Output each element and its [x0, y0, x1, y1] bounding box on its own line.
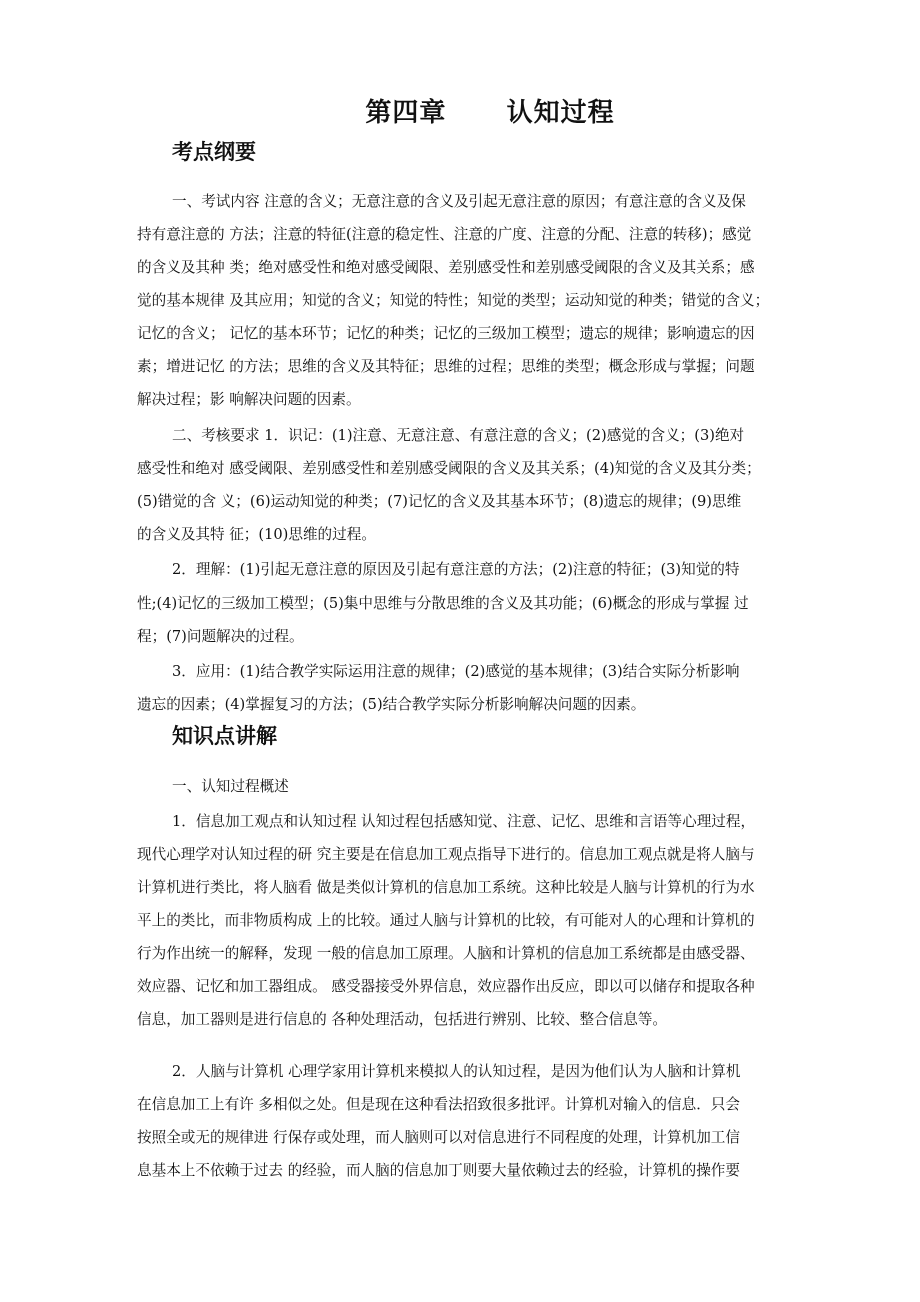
explanation-line: 2．人脑与计算机 心理学家用计算机来模拟人的认知过程，是因为他们认为人脑和计算机 [172, 1063, 741, 1080]
explanation-line: 行为作出统一的解释，发现 一般的信息加工原理。人脑和计算机的信息加工系统都是由感受器、 [137, 945, 755, 962]
explanation-line: 在信息加工上有许 多相似之处。但是现在这种看法招致很多批评。计算机对输入的信息．只会 [137, 1096, 740, 1113]
outline-line: 遗忘的因素；(4)掌握复习的方法；(5)结合教学实际分析影响解决问题的因素。 [137, 696, 646, 713]
outline-line: 3．应用：(1)结合教学实际运用注意的规律；(2)感觉的基本规律；(3)结合实际分析影响 [172, 663, 740, 680]
explanation-line: 一、认知过程概述 [172, 778, 289, 795]
outline-line: (5)错觉的含 义；(6)运动知觉的种类；(7)记忆的含义及其基本环节；(8)遗忘的规律；(9)思维 [137, 493, 742, 510]
outline-line: 素；增进记忆 的方法；思维的含义及其特征；思维的过程；思维的类型；概念形成与掌握；问题 [137, 358, 755, 375]
explanation-line: 计算机进行类比，将人脑看 做是类似计算机的信息加工系统。这种比较是人脑与计算机的行为水 [137, 879, 755, 896]
chapter-title: 第四章 认知过程 [365, 98, 615, 128]
explanation-line: 效应器、记忆和加工器组成。 感受器接受外界信息，效应器作出反应，即以可以储存和提取各种 [137, 978, 755, 995]
explanation-line: 现代心理学对认知过程的研 究主要是在信息加工观点指导下进行的。信息加工观点就是将人脑与 [137, 846, 755, 863]
outline-line: 记忆的含义； 记忆的基本环节；记忆的种类；记忆的三级加工模型；遗忘的规律；影响遗忘的因 [137, 325, 755, 342]
outline-line: 的含义及其特 征；(10)思维的过程。 [137, 526, 376, 543]
outline-line: 持有意注意的 方法；注意的特征(注意的稳定性、注意的广度、注意的分配、注意的转移)；感觉 [137, 226, 752, 243]
explanation-line: 按照全或无的规律进 行保存或处理，而人脑则可以对信息进行不同程度的处理，计算机加工信 [137, 1129, 740, 1146]
explanation-line: 信息，加工器则是进行信息的 各种处理活动，包括进行辨别、比较、整合信息等。 [137, 1011, 668, 1028]
outline-line: 一、考试内容 注意的含义；无意注意的含义及引起无意注意的原因；有意注意的含义及保 [172, 193, 746, 210]
explanation-heading: 知识点讲解 [172, 724, 277, 748]
outline-line: 觉的基本规律 及其应用；知觉的含义；知觉的特性；知觉的类型；运动知觉的种类；错觉的含义； [137, 292, 770, 309]
outline-line: 解决过程；影 响解决问题的因素。 [137, 391, 361, 408]
outline-line: 性;(4)记忆的三级加工模型；(5)集中思维与分散思维的含义及其功能；(6)概念的形成与掌握 过 [137, 595, 749, 612]
explanation-line: 息基本上不依赖于过去 的经验，而人脑的信息加丁则要大量依赖过去的经验，计算机的操作要 [137, 1162, 740, 1179]
outline-heading: 考点纲要 [172, 140, 256, 164]
explanation-line: 平上的类比，而非物质构成 上的比较。通过人脑与计算机的比较，有可能对人的心理和计算机的 [137, 912, 755, 929]
outline-line: 的含义及其种 类；绝对感受性和绝对感受阈限、差别感受性和差别感受阈限的含义及其关系；感 [137, 259, 755, 276]
outline-line: 感受性和绝对 感受阈限、差别感受性和差别感受阈限的含义及其关系；(4)知觉的含义及其分类； [137, 460, 761, 477]
outline-line: 2．理解：(1)引起无意注意的原因及引起有意注意的方法；(2)注意的特征；(3)知觉的特 [172, 561, 740, 578]
outline-line: 程；(7)问题解决的过程。 [137, 628, 304, 645]
outline-line: 二、考核要求 1．识记：(1)注意、无意注意、有意注意的含义；(2)感觉的含义；(3)绝对 [172, 427, 745, 444]
explanation-line: 1．信息加工观点和认知过程 认知过程包括感知觉、注意、记忆、思维和言语等心理过程， [172, 813, 756, 830]
